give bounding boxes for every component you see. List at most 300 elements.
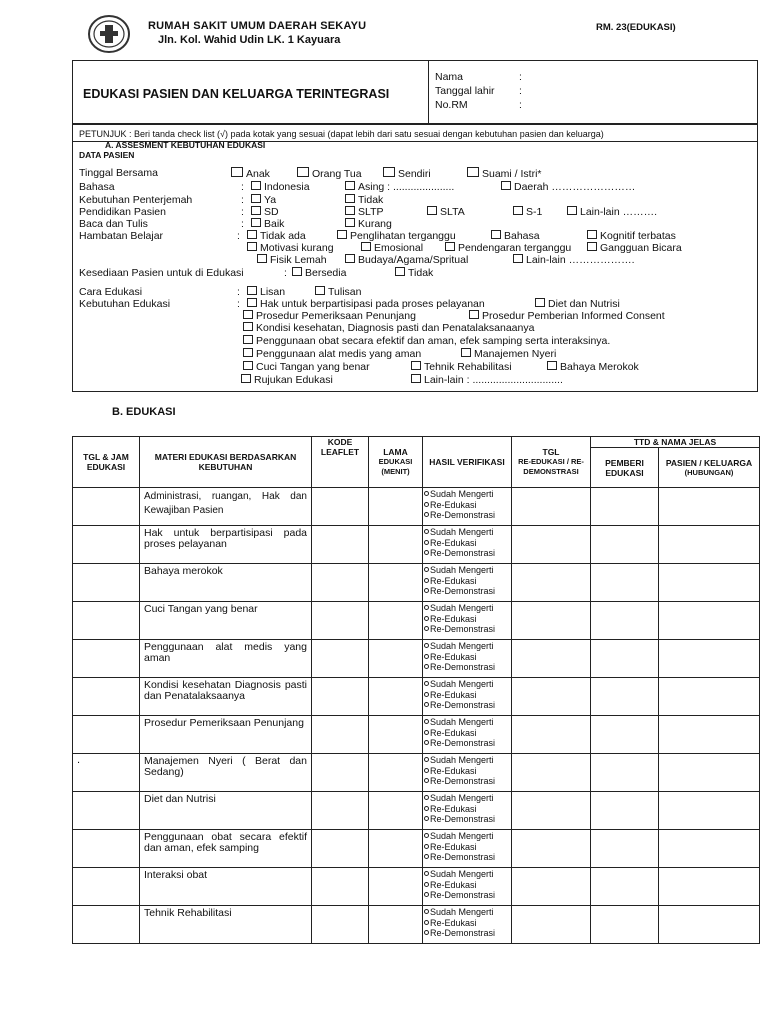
hasil-option[interactable]	[423, 907, 511, 918]
checkbox-icon[interactable]	[345, 206, 355, 215]
pemberi-cell[interactable]	[591, 716, 659, 754]
hasil-option[interactable]	[423, 814, 511, 825]
pasien-cell[interactable]	[659, 792, 760, 830]
tgl-cell[interactable]	[73, 678, 140, 716]
hasil-label: Re-Edukasi	[430, 499, 477, 510]
checkbox-icon[interactable]	[243, 322, 253, 331]
col-lama	[369, 437, 423, 488]
pemberi-cell[interactable]	[591, 488, 659, 526]
hasil-option[interactable]	[423, 548, 511, 559]
data-pasien-heading: DATA PASIEN	[79, 150, 135, 160]
checkbox-icon[interactable]	[567, 206, 577, 215]
option-prosedur-penunjang[interactable]: Prosedur Pemeriksaan Penunjang	[243, 310, 416, 322]
radio-icon[interactable]	[424, 871, 429, 876]
checkbox-icon[interactable]	[292, 267, 302, 276]
materi-cell: Kondisi kesehatan Diagnosis pasti dan Penatalaksaanya	[140, 678, 312, 716]
radio-icon[interactable]	[424, 833, 429, 838]
separator: :	[237, 230, 240, 242]
hasil-option[interactable]	[423, 489, 511, 500]
option-gangguan-bicara[interactable]: Gangguan Bicara	[587, 242, 682, 254]
radio-icon[interactable]	[424, 692, 429, 697]
checkbox-icon[interactable]	[243, 361, 253, 370]
hasil-cell	[423, 754, 512, 792]
option-kurang[interactable]: Kurang	[345, 218, 392, 230]
petunjuk-instruction: PETUNJUK : Beri tanda check list (√) pada kotak yang sesuai (dapat lebih dari satu sesuai dengan kebutuhan pasien dan keluarga)	[79, 129, 604, 139]
hasil-cell	[423, 564, 512, 602]
radio-icon[interactable]	[424, 491, 429, 496]
col-tgl-re	[512, 437, 591, 488]
checkbox-icon[interactable]	[247, 298, 257, 307]
checkbox-icon[interactable]	[337, 230, 347, 239]
hasil-option[interactable]	[423, 527, 511, 538]
option-penglihatan[interactable]: Penglihatan terganggu	[337, 230, 456, 242]
hasil-option[interactable]	[423, 586, 511, 597]
option-tidak-bersedia[interactable]: Tidak	[395, 267, 433, 279]
option-orang-tua[interactable]: Orang Tua	[297, 167, 362, 180]
option-rujukan[interactable]: Rujukan Edukasi	[241, 374, 333, 386]
option-lain-lain-hambatan[interactable]: Lain-lain ……………….	[513, 254, 635, 266]
checkbox-icon[interactable]	[315, 286, 325, 295]
pasien-cell[interactable]	[659, 754, 760, 792]
radio-icon[interactable]	[424, 844, 429, 849]
checkbox-icon[interactable]	[547, 361, 557, 370]
pasien-cell[interactable]	[659, 830, 760, 868]
pemberi-cell[interactable]	[591, 792, 659, 830]
checkbox-icon[interactable]	[445, 242, 455, 251]
hasil-option[interactable]	[423, 738, 511, 749]
hasil-label: Re-Edukasi	[430, 689, 477, 700]
tgl-re-cell[interactable]	[512, 830, 591, 868]
radio-icon[interactable]	[424, 730, 429, 735]
option-daerah[interactable]: Daerah ……………………	[501, 181, 635, 193]
checkbox-icon[interactable]	[513, 206, 523, 215]
checkbox-icon[interactable]	[243, 348, 253, 357]
option-emosional[interactable]: Emosional	[361, 242, 423, 254]
radio-icon[interactable]	[424, 588, 429, 593]
option-motivasi[interactable]: Motivasi kurang	[247, 242, 334, 254]
hospital-logo-icon	[88, 14, 130, 54]
hasil-option[interactable]	[423, 766, 511, 777]
tgl-re-cell[interactable]	[512, 564, 591, 602]
pemberi-cell[interactable]	[591, 640, 659, 678]
tgl-re-cell[interactable]	[512, 678, 591, 716]
materi-cell: Diet dan Nutrisi	[140, 792, 312, 830]
hasil-option[interactable]	[423, 793, 511, 804]
checkbox-icon[interactable]	[361, 242, 371, 251]
option-suami-istri[interactable]: Suami / Istri*	[467, 167, 542, 180]
hasil-option[interactable]	[423, 679, 511, 690]
radio-icon[interactable]	[424, 578, 429, 583]
radio-icon[interactable]	[424, 540, 429, 545]
pemberi-cell[interactable]	[591, 678, 659, 716]
hasil-option[interactable]	[423, 662, 511, 673]
option-bersedia[interactable]: Bersedia	[292, 267, 346, 279]
lama-cell[interactable]	[369, 868, 423, 906]
materi-cell: Bahaya merokok	[140, 564, 312, 602]
tgl-re-cell[interactable]	[512, 792, 591, 830]
tgl-cell[interactable]	[73, 792, 140, 830]
hasil-label: Sudah Mengerti	[430, 679, 494, 689]
radio-icon[interactable]	[424, 930, 429, 935]
hasil-option[interactable]	[423, 831, 511, 842]
kode-leaflet-cell[interactable]	[312, 488, 369, 526]
separator: :	[241, 181, 244, 193]
radio-icon[interactable]	[424, 778, 429, 783]
tgl-cell[interactable]	[73, 488, 140, 526]
table-row	[73, 640, 760, 678]
hasil-option[interactable]	[423, 880, 511, 891]
hasil-option[interactable]	[423, 776, 511, 787]
lama-cell[interactable]	[369, 716, 423, 754]
pendidikan-label: Pendidikan Pasien	[79, 206, 166, 218]
hasil-option[interactable]	[423, 804, 511, 815]
option-tulisan[interactable]: Tulisan	[315, 286, 361, 298]
hasil-option[interactable]	[423, 842, 511, 853]
radio-icon[interactable]	[424, 702, 429, 707]
option-tidak[interactable]: Tidak	[345, 194, 383, 206]
nama-field[interactable]: :	[519, 71, 522, 83]
hasil-option[interactable]	[423, 565, 511, 576]
option-bahaya-merokok[interactable]: Bahaya Merokok	[547, 361, 639, 373]
tgl-cell[interactable]	[73, 564, 140, 602]
kesediaan-label: Kesediaan Pasien untuk di Edukasi	[79, 267, 244, 279]
hasil-cell	[423, 830, 512, 868]
education-table	[72, 436, 760, 944]
radio-icon[interactable]	[424, 757, 429, 762]
pasien-cell[interactable]	[659, 716, 760, 754]
hasil-option[interactable]	[423, 510, 511, 521]
option-lisan[interactable]: Lisan	[247, 286, 285, 298]
col-ttd: TTD & NAMA JELAS	[591, 437, 760, 448]
option-asing[interactable]: Asing : .....................	[345, 181, 454, 193]
checkbox-icon[interactable]	[345, 194, 355, 203]
radio-icon[interactable]	[424, 605, 429, 610]
hasil-label: Sudah Mengerti	[430, 717, 494, 727]
hasil-label: Re-Demonstrasi	[430, 852, 496, 863]
checkbox-icon[interactable]	[257, 254, 267, 263]
hasil-label: Re-Demonstrasi	[430, 624, 496, 635]
checkbox-icon[interactable]	[243, 310, 253, 319]
radio-icon[interactable]	[424, 626, 429, 631]
lama-cell[interactable]	[369, 678, 423, 716]
hasil-label: Sudah Mengerti	[430, 831, 494, 841]
separator: :	[241, 194, 244, 206]
hasil-label: Re-Edukasi	[430, 537, 477, 548]
checkbox-icon[interactable]	[297, 167, 309, 177]
table-row	[73, 868, 760, 906]
lama-cell[interactable]	[369, 906, 423, 944]
option-kondisi[interactable]: Kondisi kesehatan, Diagnosis pasti dan Penatalaksanaanya	[243, 322, 534, 334]
option-sltp[interactable]: SLTP	[345, 206, 383, 218]
no-rm-field[interactable]: :	[519, 99, 522, 111]
radio-icon[interactable]	[424, 616, 429, 621]
col-pasien-sub: (HUBUNGAN)	[684, 467, 734, 477]
radio-icon[interactable]	[424, 768, 429, 773]
radio-icon[interactable]	[424, 512, 429, 517]
hasil-cell	[423, 526, 512, 564]
hasil-option[interactable]	[423, 852, 511, 863]
pemberi-cell[interactable]	[591, 868, 659, 906]
kode-leaflet-cell[interactable]	[312, 792, 369, 830]
kode-leaflet-cell[interactable]	[312, 678, 369, 716]
radio-icon[interactable]	[424, 502, 429, 507]
option-indonesia[interactable]: Indonesia	[251, 181, 310, 193]
radio-icon[interactable]	[424, 882, 429, 887]
kode-leaflet-cell[interactable]	[312, 868, 369, 906]
lama-cell[interactable]	[369, 754, 423, 792]
pemberi-cell[interactable]	[591, 526, 659, 564]
hospital-name: RUMAH SAKIT UMUM DAERAH SEKAYU	[148, 20, 367, 32]
hasil-option[interactable]	[423, 728, 511, 739]
kode-leaflet-cell[interactable]	[312, 564, 369, 602]
hasil-option[interactable]	[423, 603, 511, 614]
checkbox-icon[interactable]	[587, 242, 597, 251]
checkbox-icon[interactable]	[501, 181, 511, 190]
option-tehnik-rehabilitasi[interactable]: Tehnik Rehabilitasi	[411, 361, 512, 373]
checkbox-icon[interactable]	[251, 181, 261, 190]
kode-leaflet-cell[interactable]	[312, 640, 369, 678]
pasien-cell[interactable]	[659, 488, 760, 526]
radio-icon[interactable]	[424, 816, 429, 821]
lama-cell[interactable]	[369, 602, 423, 640]
tgl-re-cell[interactable]	[512, 868, 591, 906]
materi-cell: Tehnik Rehabilitasi	[140, 906, 312, 944]
hasil-label: Re-Demonstrasi	[430, 548, 496, 559]
tgl-cell[interactable]	[73, 830, 140, 868]
pemberi-cell[interactable]	[591, 602, 659, 640]
hospital-address: Jln. Kol. Wahid Udin LK. 1 Kayuara	[158, 34, 341, 46]
pasien-cell[interactable]	[659, 678, 760, 716]
radio-icon[interactable]	[424, 740, 429, 745]
radio-icon[interactable]	[424, 643, 429, 648]
checkbox-icon[interactable]	[247, 230, 257, 239]
hasil-cell	[423, 792, 512, 830]
lama-cell[interactable]	[369, 640, 423, 678]
checkbox-icon[interactable]	[247, 286, 257, 295]
checkbox-icon[interactable]	[231, 167, 243, 177]
hasil-label: Re-Demonstrasi	[430, 738, 496, 749]
checkbox-icon[interactable]	[251, 194, 261, 203]
tgl-re-cell[interactable]	[512, 906, 591, 944]
lama-cell[interactable]	[369, 564, 423, 602]
lama-cell[interactable]	[369, 792, 423, 830]
lama-cell[interactable]	[369, 526, 423, 564]
checkbox-icon[interactable]	[411, 374, 421, 383]
hasil-option[interactable]	[423, 717, 511, 728]
kode-leaflet-cell[interactable]	[312, 716, 369, 754]
materi-cell: Administrasi, ruangan, Hak dan Kewajiban Pasien	[140, 488, 312, 526]
option-slta[interactable]: SLTA	[427, 206, 465, 218]
section-a-title: A. ASSESMENT KEBUTUHAN EDUKASI	[105, 140, 266, 150]
hasil-option[interactable]	[423, 928, 511, 939]
tgl-cell[interactable]	[73, 868, 140, 906]
radio-icon[interactable]	[424, 654, 429, 659]
option-lain-lain-kebutuhan[interactable]: Lain-lain : ...............................	[411, 374, 563, 386]
radio-icon[interactable]	[424, 920, 429, 925]
radio-icon[interactable]	[424, 719, 429, 724]
option-diet[interactable]: Diet dan Nutrisi	[535, 298, 620, 310]
hasil-label: Re-Edukasi	[430, 613, 477, 624]
hasil-option[interactable]	[423, 690, 511, 701]
checkbox-icon[interactable]	[587, 230, 597, 239]
tgl-re-cell[interactable]	[512, 640, 591, 678]
tgl-cell[interactable]	[73, 716, 140, 754]
materi-cell: Interaksi obat	[140, 868, 312, 906]
radio-icon[interactable]	[424, 567, 429, 572]
hasil-option[interactable]	[423, 641, 511, 652]
option-sendiri[interactable]: Sendiri	[383, 167, 431, 180]
table-row	[73, 678, 760, 716]
option-lain-lain[interactable]: Lain-lain ……….	[567, 206, 657, 218]
option-ya[interactable]: Ya	[251, 194, 276, 206]
tgl-re-cell[interactable]	[512, 754, 591, 792]
option-s1[interactable]: S-1	[513, 206, 542, 218]
pasien-cell[interactable]	[659, 868, 760, 906]
nama-label: Nama	[435, 71, 464, 83]
option-informed-consent[interactable]: Prosedur Pemberian Informed Consent	[469, 310, 665, 322]
materi-cell: Penggunaan obat secara efektif dan aman, efek samping	[140, 830, 312, 868]
checkbox-icon[interactable]	[345, 254, 355, 263]
checkbox-icon[interactable]	[241, 374, 251, 383]
kode-leaflet-cell[interactable]	[312, 602, 369, 640]
lama-cell[interactable]	[369, 830, 423, 868]
tgl-cell[interactable]	[73, 906, 140, 944]
form-title: EDUKASI PASIEN DAN KELUARGA TERINTEGRASI	[83, 87, 390, 101]
pasien-cell[interactable]	[659, 906, 760, 944]
option-tidak-ada[interactable]: Tidak ada	[247, 230, 306, 242]
col-tgl-re-label: TGL	[542, 447, 560, 457]
radio-icon[interactable]	[424, 550, 429, 555]
checkbox-icon[interactable]	[383, 167, 395, 177]
checkbox-icon[interactable]	[345, 218, 355, 227]
tgl-re-cell[interactable]	[512, 488, 591, 526]
hasil-label: Sudah Mengerti	[430, 907, 494, 917]
pasien-cell[interactable]	[659, 602, 760, 640]
hasil-label: Re-Edukasi	[430, 765, 477, 776]
hambatan-label: Hambatan Belajar	[79, 230, 164, 242]
option-manajemen-nyeri[interactable]: Manajemen Nyeri	[461, 348, 556, 360]
materi-cell: Cuci Tangan yang benar	[140, 602, 312, 640]
hasil-option[interactable]	[423, 614, 511, 625]
tgl-cell[interactable]	[73, 640, 140, 678]
checkbox-icon[interactable]	[411, 361, 421, 370]
col-lama-label: LAMA	[383, 447, 408, 457]
option-pendengaran[interactable]: Pendengaran terganggu	[445, 242, 571, 254]
hasil-option[interactable]	[423, 890, 511, 901]
option-sd[interactable]: SD	[251, 206, 279, 218]
tgl-re-cell[interactable]	[512, 716, 591, 754]
option-cuci-tangan[interactable]: Cuci Tangan yang benar	[243, 361, 370, 373]
kode-leaflet-cell[interactable]	[312, 754, 369, 792]
option-kognitif[interactable]: Kognitif terbatas	[587, 230, 676, 242]
checkbox-icon[interactable]	[345, 181, 355, 190]
tinggal-bersama-label: Tinggal Bersama	[79, 167, 158, 179]
hasil-option[interactable]	[423, 500, 511, 511]
checkbox-icon[interactable]	[491, 230, 501, 239]
table-row	[73, 602, 760, 640]
pemberi-cell[interactable]	[591, 906, 659, 944]
checkbox-icon[interactable]	[247, 242, 257, 251]
materi-cell: Hak untuk berpartisipasi pada proses pelayanan	[140, 526, 312, 564]
hasil-label: Sudah Mengerti	[430, 489, 494, 499]
pemberi-cell[interactable]	[591, 564, 659, 602]
col-hasil: HASIL VERIFIKASI	[423, 437, 512, 488]
radio-icon[interactable]	[424, 681, 429, 686]
checkbox-icon[interactable]	[461, 348, 471, 357]
option-anak[interactable]: Anak	[231, 167, 270, 180]
kode-leaflet-cell[interactable]	[312, 906, 369, 944]
radio-icon[interactable]	[424, 529, 429, 534]
kode-leaflet-cell[interactable]	[312, 830, 369, 868]
checkbox-icon[interactable]	[467, 167, 479, 177]
hasil-label: Sudah Mengerti	[430, 641, 494, 651]
tgl-cell[interactable]	[73, 602, 140, 640]
checkbox-icon[interactable]	[251, 206, 261, 215]
pasien-cell[interactable]	[659, 526, 760, 564]
hasil-option[interactable]	[423, 918, 511, 929]
hasil-option[interactable]	[423, 576, 511, 587]
table-row	[73, 906, 760, 944]
option-budaya[interactable]: Budaya/Agama/Spritual	[345, 254, 468, 266]
radio-icon[interactable]	[424, 854, 429, 859]
tgl-cell[interactable]	[73, 526, 140, 564]
radio-icon[interactable]	[424, 892, 429, 897]
hasil-option[interactable]	[423, 624, 511, 635]
checkbox-icon[interactable]	[243, 335, 253, 344]
pemberi-cell[interactable]	[591, 754, 659, 792]
checkbox-icon[interactable]	[535, 298, 545, 307]
radio-icon[interactable]	[424, 806, 429, 811]
hasil-option[interactable]	[423, 869, 511, 880]
checkbox-icon[interactable]	[469, 310, 479, 319]
hasil-option[interactable]	[423, 755, 511, 766]
tgl-cell[interactable]	[73, 754, 140, 792]
option-penggunaan-obat[interactable]: Penggunaan obat secara efektif dan aman, efek samping serta interaksinya.	[243, 335, 610, 347]
tgl-re-cell[interactable]	[512, 602, 591, 640]
hasil-option[interactable]	[423, 652, 511, 663]
kode-leaflet-cell[interactable]	[312, 526, 369, 564]
hasil-label: Re-Edukasi	[430, 727, 477, 738]
checkbox-icon[interactable]	[251, 218, 261, 227]
checkbox-icon[interactable]	[513, 254, 523, 263]
hasil-label: Sudah Mengerti	[430, 565, 494, 575]
radio-icon[interactable]	[424, 909, 429, 914]
hasil-option[interactable]	[423, 700, 511, 711]
checkbox-icon[interactable]	[395, 267, 405, 276]
no-rm-label: No.RM	[435, 99, 468, 111]
radio-icon[interactable]	[424, 664, 429, 669]
hasil-option[interactable]	[423, 538, 511, 549]
option-baik[interactable]: Baik	[251, 218, 284, 230]
radio-icon[interactable]	[424, 795, 429, 800]
hasil-label: Re-Edukasi	[430, 651, 477, 662]
pemberi-cell[interactable]	[591, 830, 659, 868]
tanggal-lahir-field[interactable]: :	[519, 85, 522, 97]
checkbox-icon[interactable]	[427, 206, 437, 215]
row-mark: .	[77, 754, 81, 766]
pasien-cell[interactable]	[659, 640, 760, 678]
pasien-cell[interactable]	[659, 564, 760, 602]
hasil-cell	[423, 906, 512, 944]
col-pasien	[659, 448, 760, 488]
lama-cell[interactable]	[369, 488, 423, 526]
hasil-label: Re-Demonstrasi	[430, 586, 496, 597]
option-hak[interactable]: Hak untuk berpartisipasi pada proses pelayanan	[247, 298, 485, 310]
option-bahasa[interactable]: Bahasa	[491, 230, 540, 242]
option-fisik-lemah[interactable]: Fisik Lemah	[257, 254, 327, 266]
tgl-re-cell[interactable]	[512, 526, 591, 564]
option-alat-medis[interactable]: Penggunaan alat medis yang aman	[243, 348, 421, 360]
